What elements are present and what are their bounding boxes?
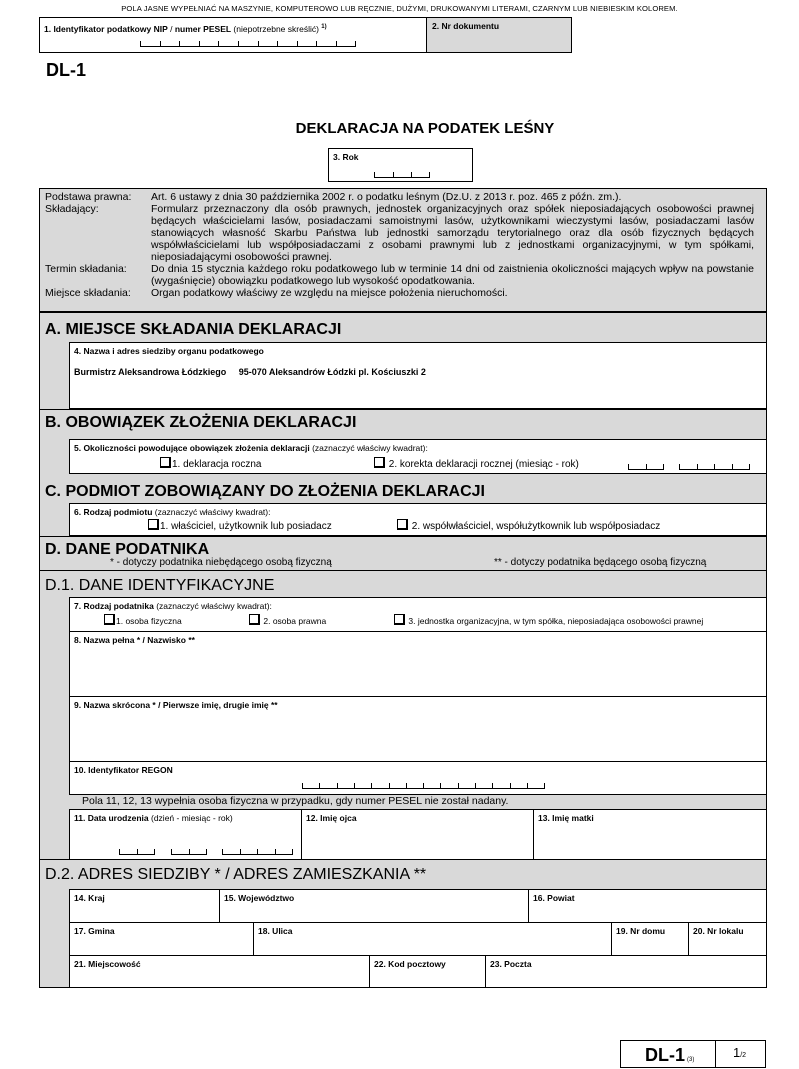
- birth-date-field[interactable]: [69, 809, 302, 860]
- checkbox-annual[interactable]: [160, 457, 171, 468]
- info-row-place: Miejsce składania: Organ podatkowy właściwy ze względu na miejsce położenia nieruchomości.: [45, 287, 508, 299]
- mother-name-label: 13. Imię matki: [538, 813, 594, 823]
- apartment-number-label: 20. Nr lokalu: [693, 926, 744, 936]
- info-row-legal-basis: Podstawa prawna: Art. 6 ustawy z dnia 30 października 2002 r. o podatku leśnym (Dz.U. z 2013 r. poz. 465 z późn. zm.).: [45, 191, 622, 203]
- short-name-field[interactable]: [69, 696, 767, 762]
- year-field[interactable]: [328, 148, 473, 182]
- section-c-title: C. PODMIOT ZOBOWIĄZANY DO ZŁOŻENIA DEKLARACJI: [45, 483, 485, 500]
- checkbox-co-owner[interactable]: [397, 519, 408, 530]
- form-title: DEKLARACJA NA PODATEK LEŚNY: [295, 120, 555, 137]
- voivodeship-label: 15. Województwo: [224, 893, 295, 903]
- section-d-title: D. DANE PODATNIKA: [45, 541, 210, 558]
- taxpayer-type-field: [69, 597, 767, 632]
- info-row-deadline: Termin składania: Do dnia 15 stycznia każdego roku podatkowego lub w terminie 14 dni od zaistnienia okoliczności mających wpływ na powstanie (wygaśnięcie) obowiązku podatkowego lub wysokość opodatkowania.: [45, 263, 754, 287]
- pesel-note: Pola 11, 12, 13 wypełnia osoba fizyczna w przypadku, gdy numer PESEL nie został nadany.: [82, 795, 509, 807]
- footer-version: (3): [687, 1057, 695, 1063]
- regon-comb: [302, 784, 545, 789]
- voivodeship-field[interactable]: [219, 889, 529, 923]
- info-row-submitter: Składający: Formularz przeznaczony dla osób prawnych, jednostek organizacyjnych oraz spółek nieposiadających osobowości prawnej będących właścicielami lasów, posiadaczami samoistnymi lasów, użytkownikami wieczystymi lasów, posiadaczami lasów stanowiących własność Skarbu Państwa lub jednostki samorządu terytorialnego oraz dla osób fizycznych będących współwłaścicielami lub współposiadaczami z osobami prawnymi lub z jednostkami organizacyjnymi, w tym spółkami, nieposiadającymi osobowości prawnej.: [45, 203, 754, 263]
- page-total: /2: [740, 1052, 747, 1059]
- form-code: DL-1: [46, 60, 86, 80]
- pesel-label: numer PESEL: [174, 24, 232, 34]
- nip-comb: [140, 42, 356, 47]
- correction-year-comb[interactable]: [679, 465, 750, 470]
- country-field[interactable]: [69, 889, 220, 923]
- option-annual[interactable]: 1. deklaracja roczna: [160, 457, 262, 470]
- section-a-title: A. MIEJSCE SKŁADANIA DEKLARACJI: [45, 321, 342, 338]
- tax-office-value: Burmistrz Aleksandrowa Łódzkiego 95-070 Aleksandrów Łódzki pl. Kościuszki 2: [74, 367, 426, 377]
- short-name-label: 9. Nazwa skrócona * / Pierwsze imię, drugie imię **: [74, 700, 278, 710]
- section-d2-title: D.2. ADRES SIEDZIBY * / ADRES ZAMIESZKANIA **: [45, 866, 427, 883]
- divider: [39, 536, 767, 537]
- top-note: POLA JASNE WYPEŁNIAĆ NA MASZYNIE, KOMPUTEROWO LUB RĘCZNIE, DUŻYMI, DRUKOWANYMI LITERAMI, CZARNYM LUB NIEBIESKIM KOLOREM.: [121, 4, 678, 13]
- divider: [39, 859, 767, 860]
- post-office-field[interactable]: [485, 955, 767, 988]
- declaration-reason-hint: (zaznaczyć właściwy kwadrat):: [309, 443, 428, 453]
- mother-name-field[interactable]: [533, 809, 767, 860]
- option-natural-person[interactable]: 1. osoba fizyczna: [104, 614, 182, 626]
- house-number-label: 19. Nr domu: [616, 926, 666, 936]
- birth-date-label: 11. Data urodzenia: [74, 813, 149, 823]
- entity-type-hint: (zaznaczyć właściwy kwadrat):: [152, 507, 271, 517]
- nip-pesel-field[interactable]: 1. Identyfikator podatkowy NIP / numer PESEL (niepotrzebne skreślić) $^{1)}$: [39, 17, 427, 53]
- option-org-unit[interactable]: 3. jednostka organizacyjna, w tym spółka, nieposiadająca osobowości prawnej: [394, 614, 703, 626]
- municipality-field[interactable]: [69, 922, 254, 956]
- postal-code-field[interactable]: [369, 955, 486, 988]
- birth-year-comb: [222, 850, 293, 855]
- street-field[interactable]: [253, 922, 612, 956]
- regon-field[interactable]: [69, 761, 767, 795]
- father-name-field[interactable]: [301, 809, 534, 860]
- municipality-label: 17. Gmina: [74, 926, 115, 936]
- section-b-title: B. OBOWIĄZEK ZŁOŻENIA DEKLARACJI: [45, 414, 357, 431]
- checkbox-org-unit[interactable]: [394, 614, 405, 625]
- country-label: 14. Kraj: [74, 893, 105, 903]
- year-label: 3. Rok: [333, 152, 359, 162]
- tax-office-label: 4. Nazwa i adres siedziby organu podatkowego: [74, 346, 264, 356]
- note-legal-entity: * - dotyczy podatnika niebędącego osobą fizyczną: [110, 557, 332, 568]
- correction-month-comb[interactable]: [628, 465, 664, 470]
- locality-label: 21. Miejscowość: [74, 959, 141, 969]
- apartment-number-field[interactable]: [688, 922, 767, 956]
- declaration-reason-label: 5. Okoliczności powodujące obowiązek złożenia deklaracji: [74, 443, 310, 453]
- declaration-reason-field: [69, 439, 767, 474]
- doc-number-label: 2. Nr dokumentu: [432, 21, 500, 31]
- postal-code-label: 22. Kod pocztowy: [374, 959, 446, 969]
- birth-date-hint: (dzień - miesiąc - rok): [148, 813, 233, 823]
- county-field[interactable]: [528, 889, 767, 923]
- year-comb: [374, 173, 430, 178]
- option-correction[interactable]: 2. korekta deklaracji rocznej (miesiąc - rok): [374, 457, 579, 470]
- locality-field[interactable]: [69, 955, 370, 988]
- checkbox-legal-person[interactable]: [249, 614, 260, 625]
- checkbox-owner[interactable]: [148, 519, 159, 530]
- page-number: 1/2: [733, 1045, 747, 1060]
- nip-label: 1. Identyfikator podatkowy NIP: [44, 24, 168, 34]
- entity-type-field: [69, 503, 767, 536]
- divider: [39, 409, 767, 410]
- regon-label: 10. Identyfikator REGON: [74, 765, 173, 775]
- street-label: 18. Ulica: [258, 926, 293, 936]
- entity-type-label: 6. Rodzaj podmiotu: [74, 507, 153, 517]
- county-label: 16. Powiat: [533, 893, 575, 903]
- divider: [39, 570, 767, 571]
- post-office-label: 23. Poczta: [490, 959, 532, 969]
- birth-day-comb: [119, 850, 155, 855]
- taxpayer-type-hint: (zaznaczyć właściwy kwadrat):: [153, 601, 272, 611]
- tax-office-field[interactable]: [69, 342, 767, 409]
- house-number-field[interactable]: [611, 922, 689, 956]
- option-legal-person[interactable]: 2. osoba prawna: [249, 614, 326, 626]
- checkbox-natural-person[interactable]: [104, 614, 115, 625]
- footer-form-code: DL-1 (3): [645, 1045, 695, 1065]
- footer-box: [620, 1040, 766, 1068]
- birth-month-comb: [171, 850, 207, 855]
- checkbox-correction[interactable]: [374, 457, 385, 468]
- option-owner[interactable]: 1. właściciel, użytkownik lub posiadacz: [148, 519, 332, 532]
- nip-note: (niepotrzebne skreślić): [231, 24, 322, 34]
- full-name-label: 8. Nazwa pełna * / Nazwisko **: [74, 635, 195, 645]
- note-natural-person: ** - dotyczy podatnika będącego osobą fizyczną: [494, 557, 707, 568]
- info-box: [39, 188, 767, 312]
- section-d1-title: D.1. DANE IDENTYFIKACYJNE: [45, 577, 275, 594]
- father-name-label: 12. Imię ojca: [306, 813, 357, 823]
- taxpayer-type-label: 7. Rodzaj podatnika: [74, 601, 154, 611]
- option-co-owner[interactable]: 2. współwłaściciel, współużytkownik lub współposiadacz: [397, 519, 660, 532]
- full-name-field[interactable]: [69, 631, 767, 697]
